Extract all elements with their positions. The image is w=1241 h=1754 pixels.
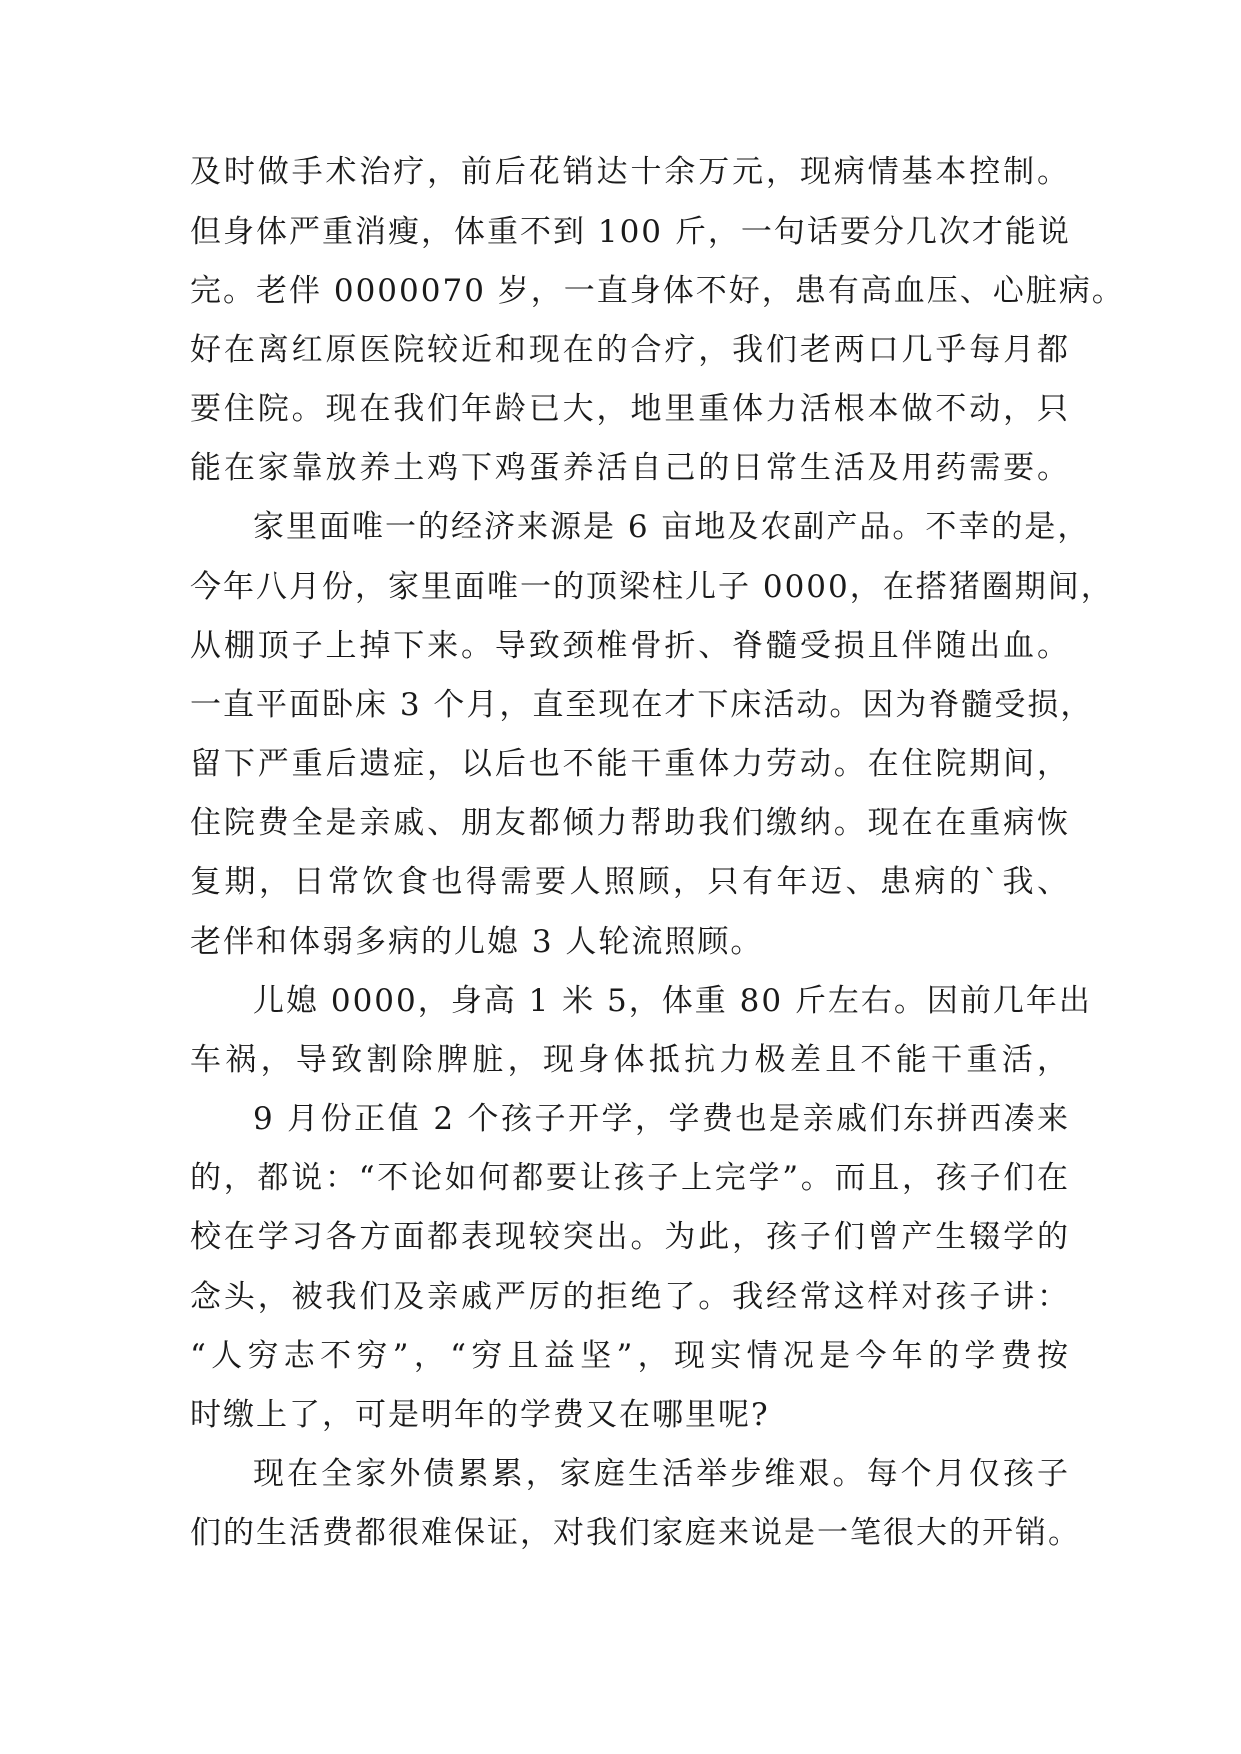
text-line: 完。老伴 0000070 岁，一直身体不好，患有高血压、心脏病。 (190, 273, 1125, 309)
text-line: 车祸，导致割除脾脏，现身体抵抗力极差且不能干重活， (190, 1042, 1070, 1078)
text-line: 留下严重后遗症，以后也不能干重体力劳动。在住院期间， (190, 746, 1070, 782)
text-line: 从棚顶子上掉下来。导致颈椎骨折、脊髓受损且伴随出血。 (190, 628, 1070, 664)
text-line: 一直平面卧床 3 个月，直至现在才下床活动。因为脊髓受损， (190, 687, 1094, 723)
text-line: 能在家靠放养土鸡下鸡蛋养活自己的日常生活及用药需要。 (190, 450, 1070, 486)
text-line: 及时做手术治疗，前后花销达十余万元，现病情基本控制。 (190, 154, 1070, 190)
text-line: 要住院。现在我们年龄已大，地里重体力活根本做不动，只 (190, 391, 1070, 427)
text-line: 住院费全是亲戚、朋友都倾力帮助我们缴纳。现在在重病恢 (190, 805, 1070, 841)
text-line: 但身体严重消瘦，体重不到 100 斤，一句话要分几次才能说 (190, 214, 1071, 250)
text-line: 今年八月份，家里面唯一的顶梁柱儿子 0000，在搭猪圈期间， (190, 569, 1114, 605)
text-line: “人穷志不穷”，“穷且益坚”，现实情况是今年的学费按 (190, 1338, 1070, 1374)
text-line: 好在离红原医院较近和现在的合疗，我们老两口几乎每月都 (190, 332, 1070, 368)
paragraph-first-line: 9 月份正值 2 个孩子开学，学费也是亲戚们东拼西凑来 (253, 1101, 1070, 1137)
text-line: 们的生活费都很难保证，对我们家庭来说是一笔很大的开销。 (190, 1515, 1081, 1551)
paragraph-first-line: 儿媳 0000，身高 1 米 5，体重 80 斤左右。因前几年出 (253, 983, 1092, 1019)
text-line: 老伴和体弱多病的儿媳 3 人轮流照顾。 (190, 924, 764, 960)
text-line: 念头，被我们及亲戚严厉的拒绝了。我经常这样对孩子讲： (190, 1279, 1070, 1315)
paragraph-first-line: 现在全家外债累累，家庭生活举步维艰。每个月仅孩子 (253, 1456, 1070, 1492)
text-line: 校在学习各方面都表现较突出。为此，孩子们曾产生辍学的 (190, 1219, 1070, 1255)
text-line: 的，都说：“不论如何都要让孩子上完学”。而且，孩子们在 (190, 1160, 1070, 1196)
text-line: 时缴上了，可是明年的学费又在哪里呢? (190, 1397, 770, 1433)
text-line: 复期，日常饮食也得需要人照顾，只有年迈、患病的`我、 (190, 864, 1070, 900)
paragraph-first-line: 家里面唯一的经济来源是 6 亩地及农副产品。不幸的是， (253, 509, 1091, 545)
